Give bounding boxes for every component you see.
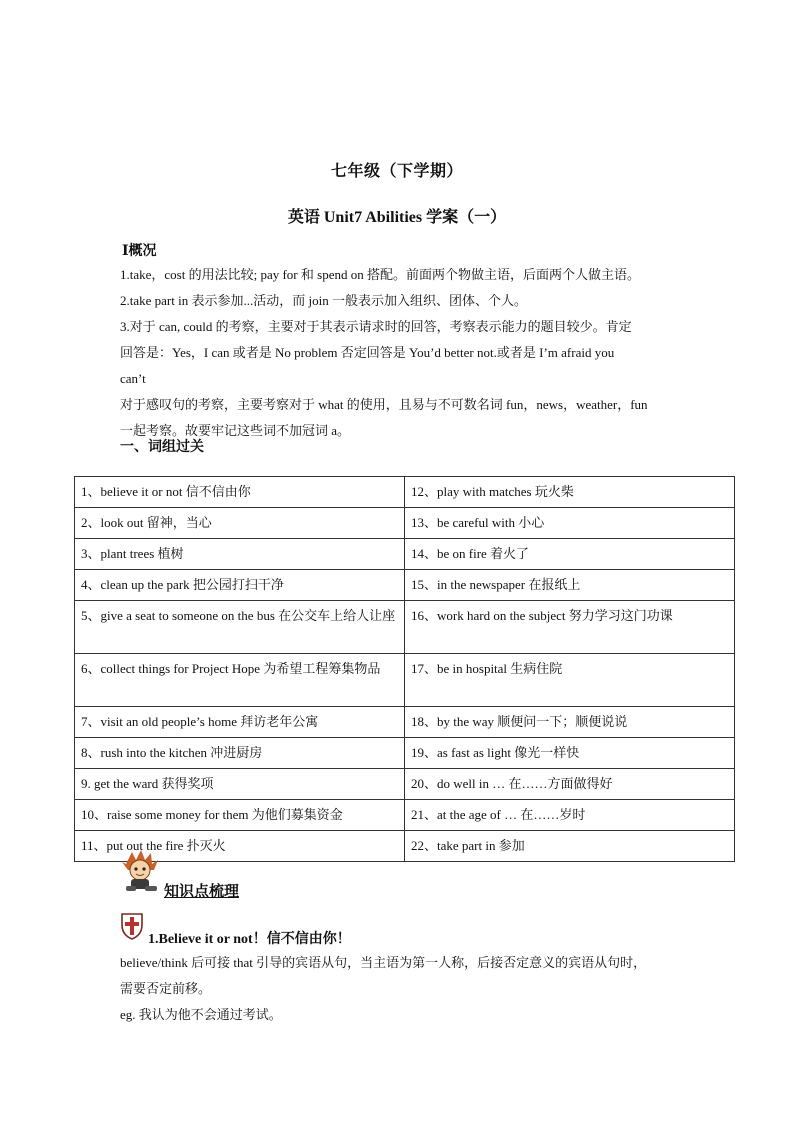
overview-heading: Ⅰ概况 bbox=[122, 244, 157, 259]
table-row bbox=[75, 769, 735, 800]
phrase-cell: 6、collect things for Project Hope 为希望工程筹集物品 bbox=[75, 654, 405, 707]
phrase-cell: 8、rush into the kitchen 冲进厨房 bbox=[75, 738, 405, 769]
phrase-cell: 1、believe it or not 信不信由你 bbox=[75, 477, 405, 508]
table-row bbox=[75, 738, 735, 769]
phrase-cell: 21、at the age of … 在……岁时 bbox=[405, 800, 735, 831]
phrase-cell: 20、do well in … 在……方面做得好 bbox=[405, 769, 735, 800]
overview-line: 3.对于 can, could 的考察，主要对于其表示请求时的回答，考察表示能力的题目较少。肯定 bbox=[120, 319, 632, 334]
overview-line: 2.take part in 表示参加...活动，而 join 一般表示加入组织、团体、个人。 bbox=[120, 293, 527, 308]
knowledge-point-1-body bbox=[120, 950, 690, 1028]
shield-cross-icon bbox=[120, 912, 144, 940]
overview-line: 一起考察。故要牢记这些词不加冠词 a。 bbox=[120, 423, 351, 438]
phrase-cell: 19、as fast as light 像光一样快 bbox=[405, 738, 735, 769]
table-row bbox=[75, 800, 735, 831]
knowledge-line: eg. 我认为他不会通过考试。 bbox=[120, 1007, 282, 1022]
knowledge-line: believe/think 后可接 that 引导的宾语从句，当主语为第一人称，后接否定意义的宾语从句时， bbox=[120, 955, 647, 970]
overview-line: 回答是：Yes，I can 或者是 No problem 否定回答是 You’d better not.或者是 I’m afraid you bbox=[120, 345, 615, 360]
table-row bbox=[75, 707, 735, 738]
phrase-cell: 22、take part in 参加 bbox=[405, 831, 735, 862]
phrase-cell: 12、play with matches 玩火柴 bbox=[405, 477, 735, 508]
phrase-cell: 11、put out the fire 扑灭火 bbox=[75, 831, 405, 862]
phrases-heading: 一、词组过关 bbox=[120, 440, 204, 455]
phrase-cell: 18、by the way 顺便问一下；顺便说说 bbox=[405, 707, 735, 738]
knowledge-section-title: 知识点梳理 bbox=[164, 884, 240, 900]
document-title-unit: 英语 Unit7 Abilities 学案（一） bbox=[287, 209, 507, 226]
phrase-cell: 16、work hard on the subject 努力学习这门功课 bbox=[405, 601, 735, 654]
overview-paragraph bbox=[120, 262, 680, 444]
table-row bbox=[75, 570, 735, 601]
phrase-cell: 14、be on fire 着火了 bbox=[405, 539, 735, 570]
phrase-cell: 5、give a seat to someone on the bus 在公交车上给人让座 bbox=[75, 601, 405, 654]
document-title-grade: 七年级（下学期） bbox=[330, 163, 463, 180]
phrase-cell: 3、plant trees 植树 bbox=[75, 539, 405, 570]
phrase-cell: 4、clean up the park 把公园打扫干净 bbox=[75, 570, 405, 601]
table-row bbox=[75, 508, 735, 539]
phrase-cell: 2、look out 留神，当心 bbox=[75, 508, 405, 539]
table-row bbox=[75, 831, 735, 862]
phrase-cell: 15、in the newspaper 在报纸上 bbox=[405, 570, 735, 601]
overview-line: 对于感叹句的考察，主要考察对于 what 的使用，且易与不可数名词 fun，news，weather，fun bbox=[120, 397, 648, 412]
phrase-cell: 7、visit an old people’s home 拜访老年公寓 bbox=[75, 707, 405, 738]
phrases-table bbox=[74, 476, 735, 862]
table-row bbox=[75, 539, 735, 570]
knowledge-line: 需要否定前移。 bbox=[120, 981, 212, 996]
overview-line: 1.take，cost 的用法比较; pay for 和 spend on 搭配。前面两个物做主语，后面两个人做主语。 bbox=[120, 267, 640, 282]
table-row bbox=[75, 601, 735, 654]
overview-line: can’t bbox=[120, 371, 146, 386]
table-row bbox=[75, 654, 735, 707]
table-row bbox=[75, 477, 735, 508]
phrase-cell: 9. get the ward 获得奖项 bbox=[75, 769, 405, 800]
phrase-cell: 13、be careful with 小心 bbox=[405, 508, 735, 539]
cartoon-boy-icon bbox=[118, 848, 164, 894]
phrase-cell: 17、be in hospital 生病住院 bbox=[405, 654, 735, 707]
knowledge-point-1-title: 1.Believe it or not！信不信由你！ bbox=[148, 932, 351, 947]
phrase-cell: 10、raise some money for them 为他们募集资金 bbox=[75, 800, 405, 831]
